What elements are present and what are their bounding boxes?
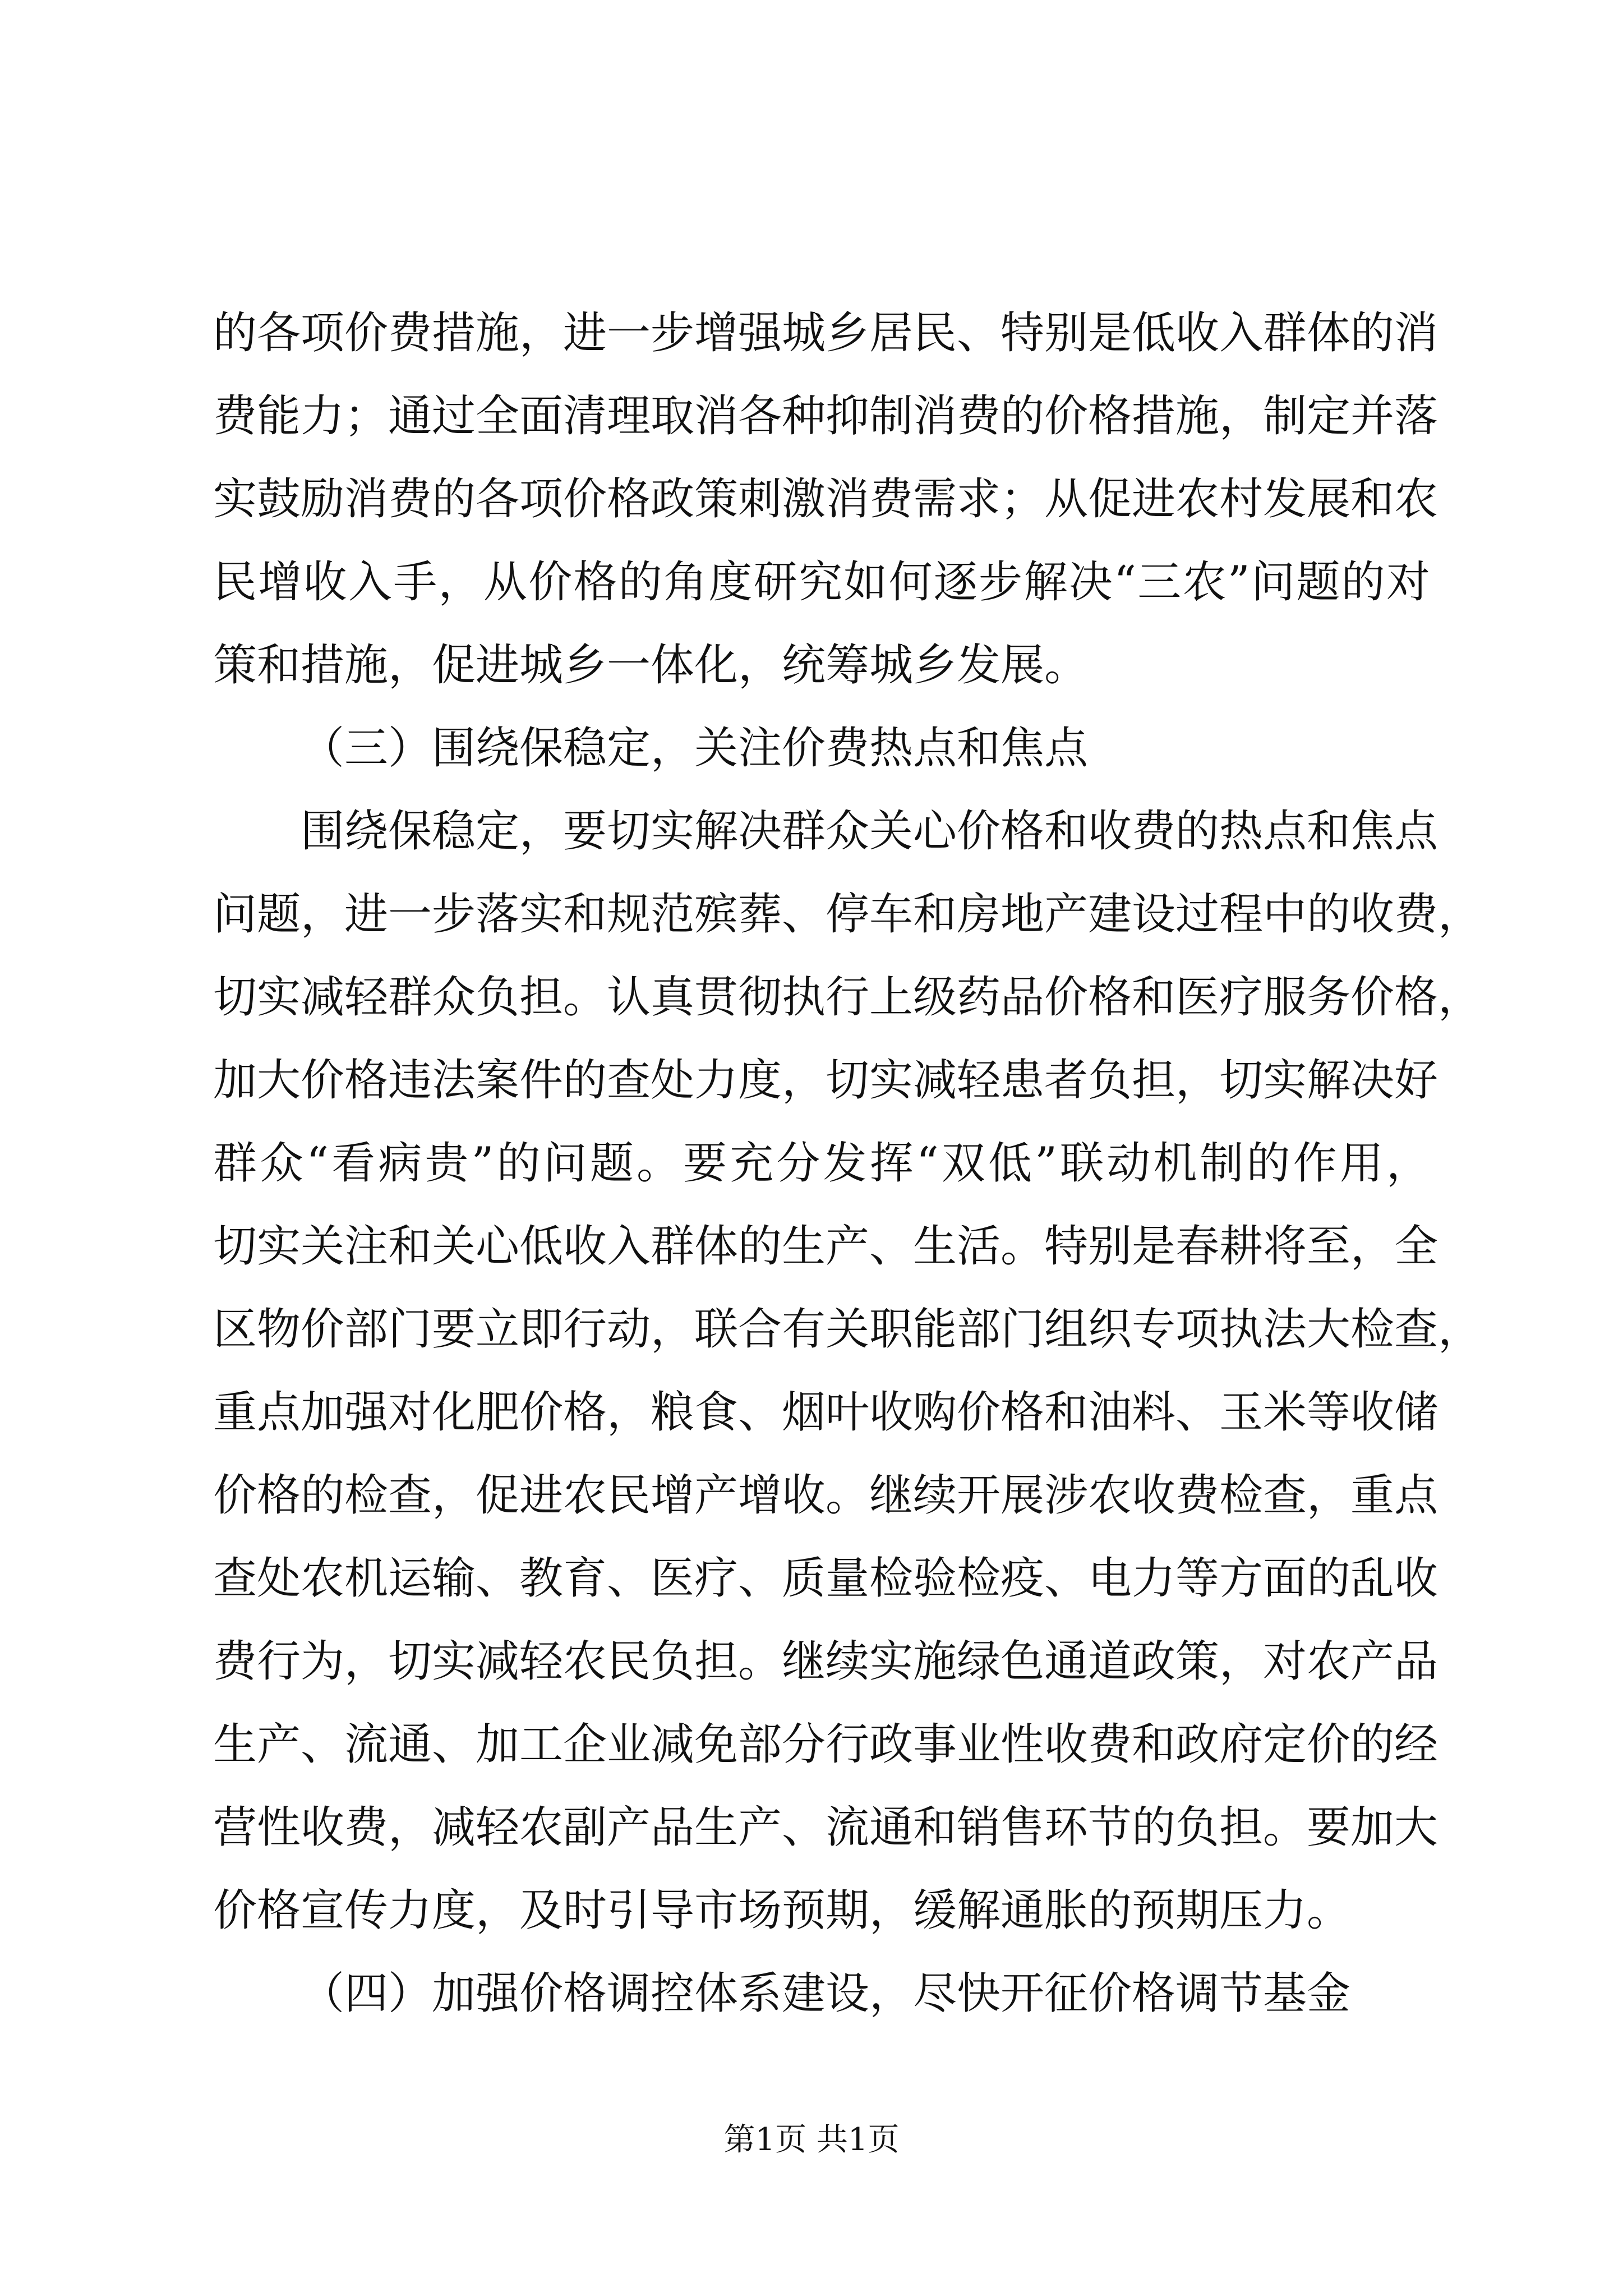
text-line: 切实减轻群众负担。认真贯彻执行上级药品价格和医疗服务价格， — [213, 972, 1482, 1023]
text-line: 价格宣传力度，及时引导市场预期，缓解通胀的预期压力。 — [213, 1885, 1351, 1936]
section-heading-4 — [213, 1952, 1430, 2035]
text-line: 查处农机运输、教育、医疗、质量检验检疫、电力等方面的乱收 — [213, 1553, 1438, 1604]
text-line: 重点加强对化肥价格，粮食、烟叶收购价格和油料、玉米等收储 — [213, 1387, 1438, 1438]
text-line: 围绕保稳定，要切实解决群众关心价格和收费的热点和焦点 — [301, 806, 1438, 857]
text-line: 区物价部门要立即行动，联合有关职能部门组织专项执法大检查， — [213, 1304, 1482, 1355]
text-line: 切实关注和关心低收入群体的生产、生活。特别是春耕将至，全 — [213, 1221, 1438, 1272]
page-footer: 第1页 共1页 — [723, 2122, 900, 2158]
text-line: 价格的检查，促进农民增产增收。继续开展涉农收费检查，重点 — [213, 1470, 1438, 1521]
text-line: 策和措施，促进城乡一体化，统筹城乡发展。 — [213, 640, 1089, 691]
text-line: 费行为，切实减轻农民负担。继续实施绿色通道政策，对农产品 — [213, 1636, 1438, 1687]
text-line: 实鼓励消费的各项价格政策刺激消费需求；从促进农村发展和农 — [213, 474, 1438, 524]
paragraph-continuation — [213, 292, 1438, 707]
text-line: 民增收入手，从价格的角度研究如何逐步解决“三农”问题的对 — [213, 557, 1430, 608]
heading-text: （四）加强价格调控体系建设，尽快开征价格调节基金 — [301, 1968, 1351, 2019]
paragraph-stability — [213, 790, 1482, 1952]
body-text — [213, 292, 1482, 2035]
text-line: 问题，进一步落实和规范殡葬、停车和房地产建设过程中的收费， — [213, 889, 1482, 940]
text-line: 群众“看病贵”的问题。要充分发挥“双低”联动机制的作用， — [213, 1138, 1430, 1189]
text-line: 的各项价费措施，进一步增强城乡居民、特别是低收入群体的消 — [213, 308, 1438, 358]
section-heading-3 — [213, 707, 1430, 790]
text-line: 生产、流通、加工企业减免部分行政事业性收费和政府定价的经 — [213, 1719, 1438, 1770]
text-line: 费能力；通过全面清理取消各种抑制消费的价格措施，制定并落 — [213, 391, 1438, 441]
text-line: 加大价格违法案件的查处力度，切实减轻患者负担，切实解决好 — [213, 1055, 1438, 1106]
text-line: 营性收费，减轻农副产品生产、流通和销售环节的负担。要加大 — [213, 1802, 1438, 1853]
heading-text: （三）围绕保稳定，关注价费热点和焦点 — [301, 723, 1089, 774]
